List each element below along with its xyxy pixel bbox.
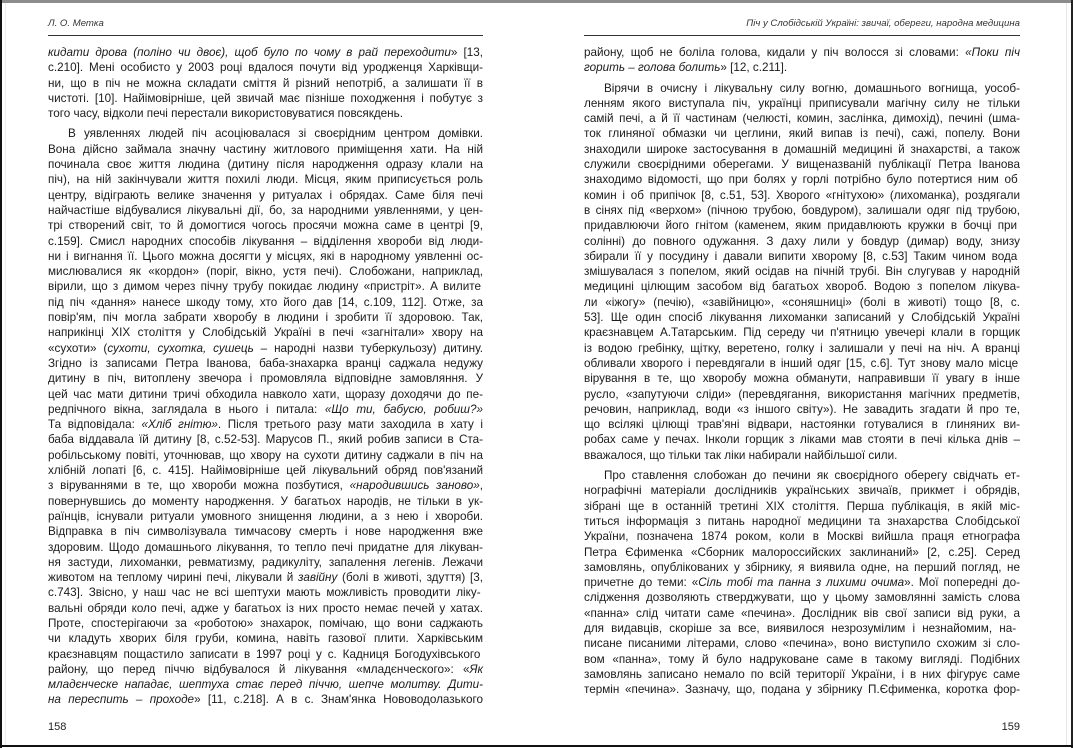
text-line bbox=[584, 402, 1020, 417]
text-run: » [11, с.218]. А в с. Знам'янка Нововодолазького bbox=[194, 693, 483, 707]
text-line bbox=[48, 172, 483, 187]
italic-text-run: Як bbox=[469, 662, 483, 676]
text-run: України, позначена 1874 роком, коли в Москві вийшла праця етнографа bbox=[584, 530, 1020, 544]
text-run: чи кладуть хворих біля груби, комина, навіть газової плити. Харківським bbox=[48, 632, 483, 646]
text-run: мислювалися як «кордон» (поріг, вікно, устя печі). Слобожани, наприклад, bbox=[48, 265, 483, 279]
text-run: » [12, с.211]. bbox=[720, 61, 788, 75]
text-line bbox=[48, 234, 483, 249]
left-page bbox=[48, 0, 483, 748]
text-line bbox=[584, 448, 1020, 463]
text-line bbox=[48, 647, 483, 662]
text-line bbox=[48, 341, 483, 356]
text-line bbox=[584, 310, 1020, 325]
text-run: ток глиняної обмазки чи цеглини, який випав із печі), сажі, попелу. Вони bbox=[584, 127, 1020, 141]
text-line bbox=[48, 631, 483, 646]
text-run: редпічного вікна, заглядала в нього і питала: bbox=[48, 402, 325, 416]
header-rule bbox=[584, 35, 1020, 36]
text-line bbox=[584, 514, 1020, 529]
text-run: дитину в піч, витоплену звечора і промовляла відповідне замовляння. У bbox=[48, 372, 483, 386]
text-run: наприкінці XIX століття у Слобідській Україні в печі «загнітали» хвору на bbox=[48, 326, 483, 340]
text-run: що всілякі цілющі трав'яні відвари, настоянки готувалися в глиняних ви- bbox=[584, 418, 1020, 432]
text-run: з віруваннями в те, що хвороби можна позбутися, bbox=[48, 479, 350, 493]
text-line bbox=[48, 692, 483, 707]
text-line bbox=[48, 387, 483, 402]
paragraph bbox=[48, 45, 483, 121]
text-line bbox=[584, 432, 1020, 447]
text-line bbox=[584, 560, 1020, 575]
left-page-body bbox=[48, 45, 483, 713]
text-run: знаходили широке застосування в домашній медицині й знахарстві, а також bbox=[584, 142, 1020, 156]
text-line bbox=[48, 106, 483, 121]
text-run: в сінях під «верхом» (пічною трубою, бовдуром), залишали одяг під трубою, bbox=[584, 203, 1020, 217]
text-run: . Після третього разу мати заходила в хату і bbox=[217, 418, 483, 432]
text-run: вважалося, що тільки так ліки набирали найбільшої сили. bbox=[584, 448, 898, 462]
paragraph bbox=[48, 126, 483, 707]
text-run: , bbox=[479, 479, 483, 493]
text-run: Про ставлення слобожан до печини як своєрідного оберегу свідчать ет- bbox=[604, 469, 1020, 483]
text-line bbox=[584, 188, 1020, 203]
text-line bbox=[48, 356, 483, 371]
text-line bbox=[584, 417, 1020, 432]
text-line bbox=[48, 325, 483, 340]
text-line bbox=[48, 218, 483, 233]
text-line bbox=[48, 264, 483, 279]
italic-text-run: младєнческе нападає, шептуха стає перед піччю, шепче молитву. Дити- bbox=[48, 678, 483, 692]
text-run: «сухоти» ( bbox=[48, 341, 108, 355]
text-run: трі створений світ, то й домогтися чогось просячи можна саме в центрі [9, bbox=[48, 219, 483, 233]
text-line bbox=[584, 621, 1020, 636]
text-line bbox=[48, 188, 483, 203]
text-line bbox=[584, 529, 1020, 544]
text-run: Проте, спостерігаючи за «роботою» знахарок, помічаю, що вони саджають bbox=[48, 616, 483, 630]
text-line bbox=[584, 126, 1020, 141]
scan-frame-right-inner bbox=[1066, 3, 1067, 745]
text-line bbox=[48, 555, 483, 570]
text-run: баба віддавала їй дитину [8, с.52-53]. Марусов П., який робив записи в Ста- bbox=[48, 433, 483, 447]
text-run: придавлюючи його гнітом (каменем, яким придавлюють кружки в бочці при bbox=[584, 219, 1018, 233]
italic-text-run: «Що ти, бабусю, робиш?» bbox=[324, 402, 483, 416]
text-run: знаходимо відомості, що при болях у горлі потрібно було потертися ним об bbox=[584, 173, 1018, 187]
text-line bbox=[48, 616, 483, 631]
page-number: 158 bbox=[48, 721, 67, 733]
text-line bbox=[584, 636, 1020, 651]
text-line bbox=[48, 142, 483, 157]
paragraph bbox=[584, 81, 1020, 463]
text-line bbox=[584, 483, 1020, 498]
text-run: солінні) до повного одужання. З даху лили у бовдур (димар) воду, знизу bbox=[584, 234, 1020, 248]
text-run: с.210]. Мені особисто у 2003 році вдалося почути від уродженця Харківщи- bbox=[48, 61, 483, 75]
text-run: хлібній лопаті [6, с. 415]. Найімовірніше цей лікувальний обряд пов'язаний bbox=[48, 464, 483, 478]
text-run: змішувалася з попелом, який осідав на пічній трубі. Він слугував у народній bbox=[584, 265, 1020, 279]
text-line bbox=[584, 468, 1020, 483]
text-line bbox=[584, 279, 1020, 294]
text-line bbox=[48, 76, 483, 91]
text-line bbox=[48, 310, 483, 325]
text-run: збирали її у посудину і давали випити хворому [8, с.53] Таким чином вода bbox=[584, 249, 1018, 263]
text-run: вірування в те, що хворобу можна обманути, направивши її увагу в інше bbox=[584, 372, 1020, 386]
text-run: Згідно із записами Петра Іванова, баба-знахарка вранці саджала недужу bbox=[48, 356, 483, 370]
text-line bbox=[48, 371, 483, 386]
text-line bbox=[48, 417, 483, 432]
italic-text-run: горить – голова болить bbox=[584, 61, 721, 75]
running-head-author: Л. О. Метка bbox=[48, 18, 104, 29]
text-run: зібрані ще в останній третині XIX століття. Перша публікація, в якій міс- bbox=[584, 499, 1020, 513]
text-line bbox=[584, 264, 1020, 279]
text-run: с.159]. Смисл народних способів лікування – відділення хвороби від люди- bbox=[48, 234, 483, 248]
text-line bbox=[48, 509, 483, 524]
text-run: краєзнавцем А.Татарським. Під середу чи п'ятницю увечері клали в горщик bbox=[584, 326, 1020, 340]
text-run: комин і об припічок [8, с.51, 53]. Хворого «гнітухою» (лихоманка), роздягали bbox=[584, 188, 1020, 202]
text-run: повернувшись до моменту народження. У багатьох народів, не тільки в ук- bbox=[48, 494, 483, 508]
text-line bbox=[48, 203, 483, 218]
text-run: раїнців, існували ритуали умовного знищення людини, а з нею і хвороби. bbox=[48, 509, 483, 523]
text-run: с.743]. Звісно, у наш час не всі шептухи мають можливість проводити ліку- bbox=[48, 586, 481, 600]
text-run: для видавців, скоріше за все, виявилося незрозумілим і незнайомим, на- bbox=[584, 621, 1017, 635]
text-run: ленням якого виступала піч, українці приписували магічну силу не тільки bbox=[584, 96, 1020, 110]
text-run: центру, відіграють велике значення у ритуалах і обрядах. Саме біля печі bbox=[48, 188, 483, 202]
text-line bbox=[48, 601, 483, 616]
text-line bbox=[584, 652, 1020, 667]
text-run: робільському повіті, уточнював, що хвору на сухоти дитину саджали в піч на bbox=[48, 448, 483, 462]
text-run: ли «іжогу» (печію), «завійницю», «соняшниці» (болі в животі) тощо [8, с. bbox=[584, 295, 1020, 309]
italic-text-run: сухоти, сухотка, сушець bbox=[107, 341, 254, 355]
text-line bbox=[48, 60, 483, 75]
text-run: медицині цілющим засобом від багатьох хвороб. Водою з попелом лікува- bbox=[584, 280, 1020, 294]
scan-frame-left-inner bbox=[5, 3, 6, 745]
text-run: В уявленнях людей піч асоціювалася зі своєрідним центром домівки. bbox=[68, 127, 483, 141]
text-run: Вірячи в очисну і лікувальну силу вогню, домашнього вогнища, уособ- bbox=[604, 81, 1020, 95]
page-number: 159 bbox=[1001, 721, 1020, 733]
text-run: » [13, bbox=[450, 46, 484, 59]
text-line bbox=[584, 142, 1020, 157]
text-run: здоровим. Щодо домашнього лікування, то тепло печі придатне для лікуван- bbox=[48, 540, 483, 554]
text-line bbox=[48, 295, 483, 310]
text-line bbox=[584, 45, 1020, 60]
italic-text-run: завійну bbox=[298, 571, 338, 585]
text-run: животом на теплому чирині печі, лікували й bbox=[48, 571, 299, 585]
text-run: починала своє життя людина (дитину після народження одразу клали на bbox=[48, 158, 483, 172]
text-run: писане писаними літерами, слово «печина», воно виступило схожим зі сло- bbox=[584, 637, 1020, 651]
text-line bbox=[584, 249, 1020, 264]
text-line bbox=[48, 432, 483, 447]
text-line bbox=[48, 249, 483, 264]
text-run: ни і вигнання її. Цього можна досягти у місцях, які в народному уявленні ос- bbox=[48, 249, 483, 263]
text-line bbox=[584, 81, 1020, 96]
text-run: із водою гребінку, щітку, веретено, голку і залишали у печі на ніч. А вранці bbox=[584, 341, 1020, 355]
text-run: замовлянь, опублікованих у збірнику, я виявила одне, на перший погляд, не bbox=[584, 560, 1020, 574]
text-line bbox=[584, 387, 1020, 402]
text-line bbox=[48, 402, 483, 417]
text-line bbox=[48, 677, 483, 692]
text-run: ня застуди, лихоманки, ревматизму, радикуліту, запалення легенів. Лежачи bbox=[48, 555, 483, 569]
header-rule bbox=[48, 35, 483, 36]
text-line bbox=[48, 540, 483, 555]
text-line bbox=[48, 279, 483, 294]
text-line bbox=[48, 524, 483, 539]
italic-text-run: «народившись заново» bbox=[349, 479, 480, 493]
text-run: вом «панна», тому й було надруковане саме в такому вигляді. Подібних bbox=[584, 652, 1020, 666]
text-run: причетне до теми: « bbox=[584, 576, 699, 590]
text-line bbox=[48, 157, 483, 172]
text-run: цей час мати дитини тричі обходила навколо хати, щоразу доходячи до пе- bbox=[48, 387, 483, 401]
text-line bbox=[584, 218, 1020, 233]
text-line bbox=[584, 667, 1020, 682]
text-line bbox=[584, 157, 1020, 172]
text-run: (болі в животі, здуття) [3, bbox=[337, 571, 483, 585]
running-head-title: Піч у Слобідській Україні: звичаї, обереги, народна медицина bbox=[746, 18, 1020, 29]
text-line bbox=[584, 111, 1020, 126]
text-line bbox=[48, 126, 483, 141]
text-line bbox=[48, 494, 483, 509]
text-line bbox=[584, 356, 1020, 371]
text-run: найчастіше відбувалися лікувальні дії, бо, за народними уявленнями, у цен- bbox=[48, 203, 483, 217]
text-run: Та відповідала: bbox=[48, 418, 142, 432]
text-run: району, щоб не боліла голова, кидали у піч волосся зі словами: bbox=[584, 46, 966, 59]
text-run: повір'ям, піч могла забрати хворобу в людини і зробити її здоровою. Так, bbox=[48, 311, 483, 325]
text-line bbox=[48, 478, 483, 493]
text-run: обливали хворого і перевдягали в інший одяг [15, с.6]. Тут знову мало місце bbox=[584, 356, 1019, 370]
text-line bbox=[48, 585, 483, 600]
text-line bbox=[584, 60, 1020, 75]
text-line bbox=[48, 91, 483, 106]
paragraph bbox=[584, 468, 1020, 697]
text-run: вірили, що з димом через пічну трубу покидає людину «пристріт». А вилите bbox=[48, 280, 481, 294]
text-line bbox=[584, 499, 1020, 514]
text-run: самій печі, а й її частинам (челюсті, комин, заслінка, димохід), печині (шма- bbox=[584, 112, 1020, 126]
text-line bbox=[584, 682, 1020, 697]
text-run: робах саме у печах. Інколи горщик з ліками мав стояти в печі кілька днів – bbox=[584, 433, 1020, 447]
text-run: чистоті. [10]. Найімовірніше, цей звичай має пізніше походження і побутує з bbox=[48, 91, 483, 105]
text-line bbox=[584, 295, 1020, 310]
text-line bbox=[48, 45, 483, 60]
italic-text-run: «Поки піч bbox=[965, 46, 1021, 59]
text-run: Петра Єфименка «Сборник малороссийских заклинаний» [2, с.25]. Серед bbox=[584, 545, 1020, 559]
text-line bbox=[48, 662, 483, 677]
text-line bbox=[48, 570, 483, 585]
text-run: замовлянь записано немало по всій території України, і в них фігурує саме bbox=[584, 667, 1020, 681]
text-run: піч), на ній закінчували життя похилі люди. Місця, яким приписується роль bbox=[48, 173, 483, 187]
text-run: термін «печина». Зазначу, що, подана у збірнику П.Єфименка, коротка фор- bbox=[584, 683, 1020, 697]
text-run: Відправка в піч символізувала тимчасову смерть і нове народження вже bbox=[48, 525, 483, 539]
text-run: слідження дозволяють стверджувати, що у цьому замовлянні замість слова bbox=[584, 591, 1020, 605]
text-run: ». Мої попередні до- bbox=[904, 576, 1020, 590]
text-line bbox=[584, 590, 1020, 605]
text-run: нографічні матеріали дослідників українських звичаїв, прикмет і обрядів, bbox=[584, 484, 1020, 498]
text-run: того часу, відколи печі перестали використовуватися повсякдень. bbox=[48, 107, 403, 121]
text-line bbox=[48, 463, 483, 478]
text-run: – народні назви туберкульозу) дитину. bbox=[253, 341, 483, 355]
text-run: «панна» слід читати саме «печина». Дослідник вів свої записи від руки, а bbox=[584, 606, 1020, 620]
text-line bbox=[584, 545, 1020, 560]
text-run: краєзнавцям пощастило записати в 1997 році у с. Кадниця Богодухівського bbox=[48, 647, 481, 661]
text-line bbox=[584, 325, 1020, 340]
text-run: служили своєрідними оберегами. У вищеназваній публікації Петра Іванова bbox=[584, 158, 1020, 172]
text-line bbox=[584, 371, 1020, 386]
right-page-body bbox=[584, 45, 1020, 702]
italic-text-run: «Хліб гнітю» bbox=[141, 418, 218, 432]
text-run: 53]. Ще один спосіб лікування лихоманки записаний у Слобідській Україні bbox=[584, 311, 1020, 325]
text-run: русло, «запутуючи сліди» (перевдягання, використання магічних предметів, bbox=[584, 387, 1020, 401]
text-line bbox=[584, 96, 1020, 111]
italic-text-run: Сіль тобі та панна з лихими очима bbox=[698, 576, 905, 590]
text-line bbox=[584, 575, 1020, 590]
text-line bbox=[48, 448, 483, 463]
text-run: Вона дійсно займала значну частину житлового приміщення хати. На ній bbox=[48, 142, 483, 156]
text-line bbox=[584, 606, 1020, 621]
text-run: вальні обряди коло печі, адже у багатьох із них просто немає печей у хатах. bbox=[48, 601, 483, 615]
text-run: ни, що в піч не можна складати сміття й різний непотріб, а залишати її в bbox=[48, 76, 483, 90]
italic-text-run: на переспить – проходе bbox=[48, 693, 195, 707]
text-line bbox=[584, 172, 1020, 187]
text-line bbox=[584, 234, 1020, 249]
text-line bbox=[584, 203, 1020, 218]
right-page bbox=[584, 0, 1020, 748]
italic-text-run: кидати дрова (поліно чи двоє), щоб було по чому в рай переходити bbox=[48, 46, 451, 59]
text-run: титься інформація з питань народної медицини та знахарства Слобідської bbox=[584, 514, 1020, 528]
text-line bbox=[584, 341, 1020, 356]
text-run: району, що перед піччю відбувалося й лікування «младєнческого»: « bbox=[48, 662, 470, 676]
text-run: під піч «дання» нанесе шкоду тому, хто його дав [14, с.109, 112]. Отже, за bbox=[48, 295, 483, 309]
text-run: речовин, наприклад, води «з іншого світу»). Не завадить згадати й про те, bbox=[584, 402, 1020, 416]
scan-frame-left bbox=[0, 0, 2, 748]
paragraph bbox=[584, 45, 1020, 76]
